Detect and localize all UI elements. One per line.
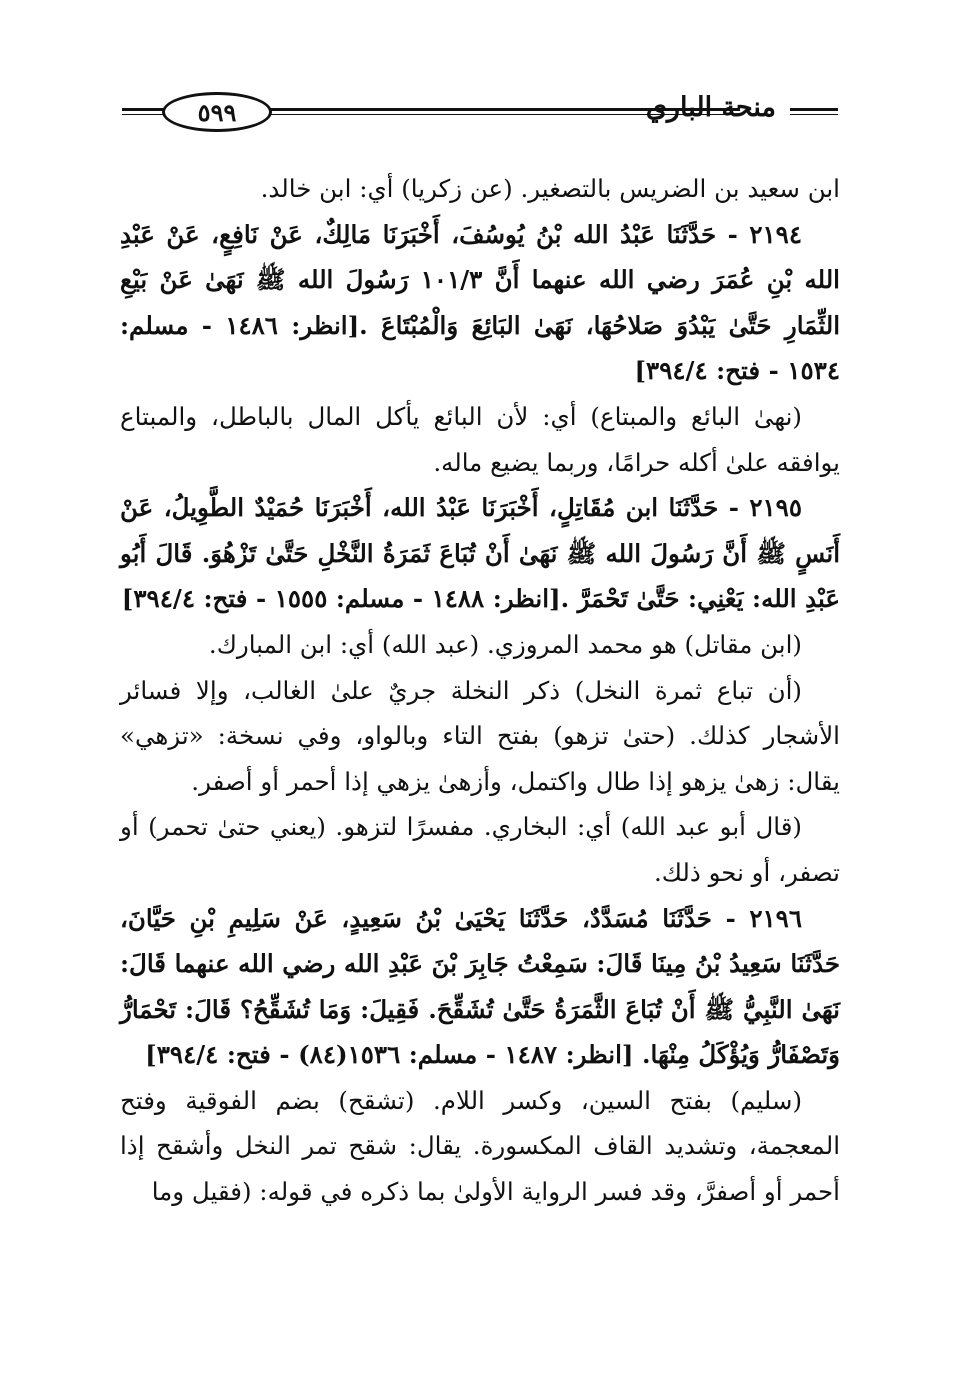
page-header <box>122 88 838 138</box>
paragraph-1: ابن سعيد بن الضريس بالتصغير. (عن زكريا) أي: ابن خالد. <box>260 174 840 203</box>
page-body <box>120 166 840 1215</box>
paragraph-commentary-3: (أن تباع ثمرة النخل) ذكر النخلة جريٌ علىٰ الغالب، وإلا فسائر الأشجار كذلك. (حتىٰ تزهو) بفتح التاء وبالواو، وفي نسخة: «تزهي» يقال: زهىٰ يزهو إذا طال واكتمل، وأزهىٰ يزهي إذا أحمر أو أصفر. <box>120 675 840 796</box>
running-title: منحة الباري <box>645 92 776 123</box>
hadith-2195: ٢١٩٥ - حَدَّثَنَا ابن مُقَاتِلٍ، أَخْبَرَنَا عَبْدُ الله، أَخْبَرَنَا حُمَيْدٌ الطَّوِيلُ، عَنْ أَنَسٍ ﷺ أَنَّ رَسُولَ الله ﷺ نَهَىٰ أَنْ تُبَاعَ ثَمَرَةُ النَّخْلِ حَتَّىٰ تَزْهُوَ. قَالَ أَبُو عَبْدِ الله: يَعْنِي: حَتَّىٰ تَحْمَرَّ .[انظر: ١٤٨٨ - مسلم: ١٥٥٥ - فتح: ٣٩٤/٤] <box>120 493 840 614</box>
paragraph-commentary-1: (نهىٰ البائع والمبتاع) أي: لأن البائع يأكل المال بالباطل، والمبتاع يوافقه علىٰ أكله حرامًا، وربما يضيع ماله. <box>120 401 840 477</box>
header-rule-right <box>790 108 838 115</box>
hadith-2194: ٢١٩٤ - حَدَّثَنَا عَبْدُ الله بْنُ يُوسُفَ، أَخْبَرَنَا مَالِكٌ، عَنْ نَافِعٍ، عَنْ عَبْدِ الله بْنِ عُمَرَ رضي الله عنهما أَنَّ ١٠١/٣ رَسُولَ الله ﷺ نَهَىٰ عَنْ بَيْعِ الثِّمَارِ حَتَّىٰ يَبْدُوَ صَلاحُهَا، نَهَىٰ البَائِعَ وَالْمُبْتَاعَ .[انظر: ١٤٨٦ - مسلم: ١٥٣٤ - فتح: ٣٩٤/٤] <box>120 219 840 386</box>
hadith-2196: ٢١٩٦ - حَدَّثَنَا مُسَدَّدٌ، حَدَّثَنَا يَحْيَىٰ بْنُ سَعِيدٍ، عَنْ سَلِيمِ بْنِ حَيَّانَ، حَدَّثَنَا سَعِيدُ بْنُ مِينَا قَالَ: سَمِعْتُ جَابِرَ بْنَ عَبْدِ الله رضي الله عنهما قَالَ: نَهَىٰ النَّبِيُّ ﷺ أَنْ تُبَاعَ الثَّمَرَةُ حَتَّىٰ تُشَقِّحَ. فَقِيلَ: وَمَا تُشَقِّحُ؟ قَالَ: تَحْمَارُّ وَتَصْفَارُّ وَيُؤْكَلُ مِنْهَا. [انظر: ١٤٨٧ - مسلم: ١٥٣٦(٨٤) - فتح: ٣٩٤/٤] <box>120 903 840 1070</box>
paragraph-commentary-5: (سليم) بفتح السين، وكسر اللام. (تشقح) بضم الفوقية وفتح المعجمة، وتشديد القاف المكسورة. يقال: شقح تمر النخل وأشقح إذا أحمر أو أصفرَّ، وقد فسر الرواية الأولىٰ بما ذكره في قوله: (فقيل وما <box>120 1085 840 1207</box>
page-number: ٥٩٩ <box>162 92 272 132</box>
paragraph-commentary-2: (ابن مقاتل) هو محمد المروزي. (عبد الله) أي: ابن المبارك. <box>208 629 802 659</box>
paragraph-commentary-4: (قال أبو عبد الله) أي: البخاري. مفسرًا لتزهو. (يعني حتىٰ تحمر) أو تصفر، أو نحو ذلك. <box>120 812 840 887</box>
